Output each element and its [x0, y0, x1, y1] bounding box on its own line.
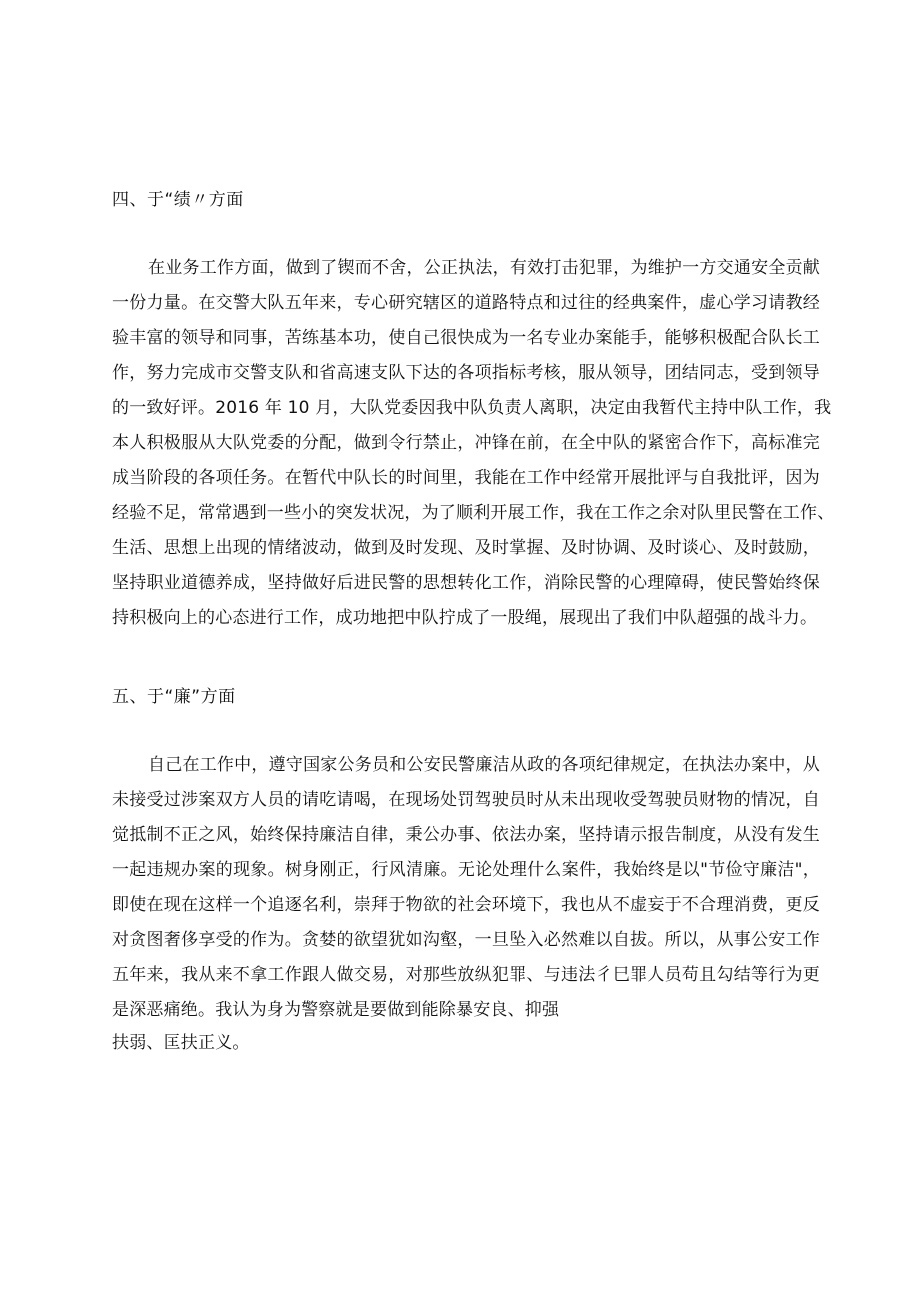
paragraph-line: 自己在工作中，遵守国家公务员和公安民警廉洁从政的各项纪律规定，在执法办案中，从 [148, 755, 820, 775]
paragraph-line: 一份力量。在交警大队五年来，专心研究辖区的道路特点和过往的经典案件，虚心学习请教经 [112, 293, 820, 313]
section-5-tail-paragraph [112, 1026, 820, 1061]
section-5-paragraph [112, 748, 820, 1028]
section-5-heading: 五、于“廉”方面 [112, 687, 236, 707]
paragraph-line: 五年来，我从来不拿工作跟人做交易，对那些放纵犯罪、与违法彳巳罪人员苟且勾结等行为更 [112, 965, 820, 985]
paragraph-line: 对贪图奢侈享受的作为。贪婪的欲望犹如沟壑，一旦坠入必然难以自拔。所以，从事公安工作 [112, 930, 820, 950]
paragraph-line: 持积极向上的心态进行工作，成功地把中队拧成了一股绳，展现出了我们中队超强的战斗力。 [112, 608, 818, 628]
paragraph-line: 扶弱、匡扶正义。 [112, 1033, 250, 1053]
paragraph-line: 生活、思想上出现的情绪波动，做到及时发现、及时掌握、及时协调、及时谈心、及时鼓励， [112, 538, 820, 558]
paragraph-line: 的一致好评。2016 年 10 月，大队党委因我中队负责人离职，决定由我暂代主持中队工作，我 [112, 398, 832, 418]
paragraph-line: 觉抵制不正之风，始终保持廉洁自律，秉公办事、依法办案，坚持请示报告制度，从没有发生 [112, 825, 820, 845]
paragraph-line: 验丰富的领导和同事，苦练基本功，使自己很快成为一名专业办案能手，能够积极配合队长工 [112, 328, 820, 348]
paragraph-line: 经验不足，常常遇到一些小的突发状况，为了顺利开展工作，我在工作之余对队里民警在工作、 [112, 503, 835, 523]
paragraph-line: 本人积极服从大队党委的分配，做到令行禁止，冲锋在前，在全中队的紧密合作下，高标准完 [112, 433, 820, 453]
paragraph-line: 在业务工作方面，做到了锲而不舍，公正执法，有效打击犯罪，为维护一方交通安全贡献 [148, 258, 820, 278]
paragraph-line: 是深恶痛绝。我认为身为警察就是要做到能除暴安良、抑强 [112, 1000, 560, 1020]
paragraph-line: 一起违规办案的现象。树身刚正，行风清廉。无论处理什么案件，我始终是以"节俭守廉洁"， [112, 860, 820, 880]
paragraph-line: 成当阶段的各项任务。在暂代中队长的时间里，我能在工作中经常开展批评与自我批评，因为 [112, 468, 820, 488]
paragraph-line: 未接受过涉案双方人员的请吃请喝，在现场处罚驾驶员时从未出现收受驾驶员财物的情况，自 [112, 790, 820, 810]
section-4-heading: 四、于“绩〃方面 [112, 190, 244, 210]
section-4-paragraph [112, 251, 835, 636]
paragraph-line: 即使在现在这样一个追逐名利，崇拜于物欲的社会环境下，我也从不虚妄于不合理消费，更反 [112, 895, 820, 915]
paragraph-line: 坚持职业道德养成，坚持做好后进民警的思想转化工作，消除民警的心理障碍，使民警始终保 [112, 573, 820, 593]
paragraph-line: 作，努力完成市交警支队和省高速支队下达的各项指标考核，服从领导，团结同志，受到领导 [112, 363, 820, 383]
